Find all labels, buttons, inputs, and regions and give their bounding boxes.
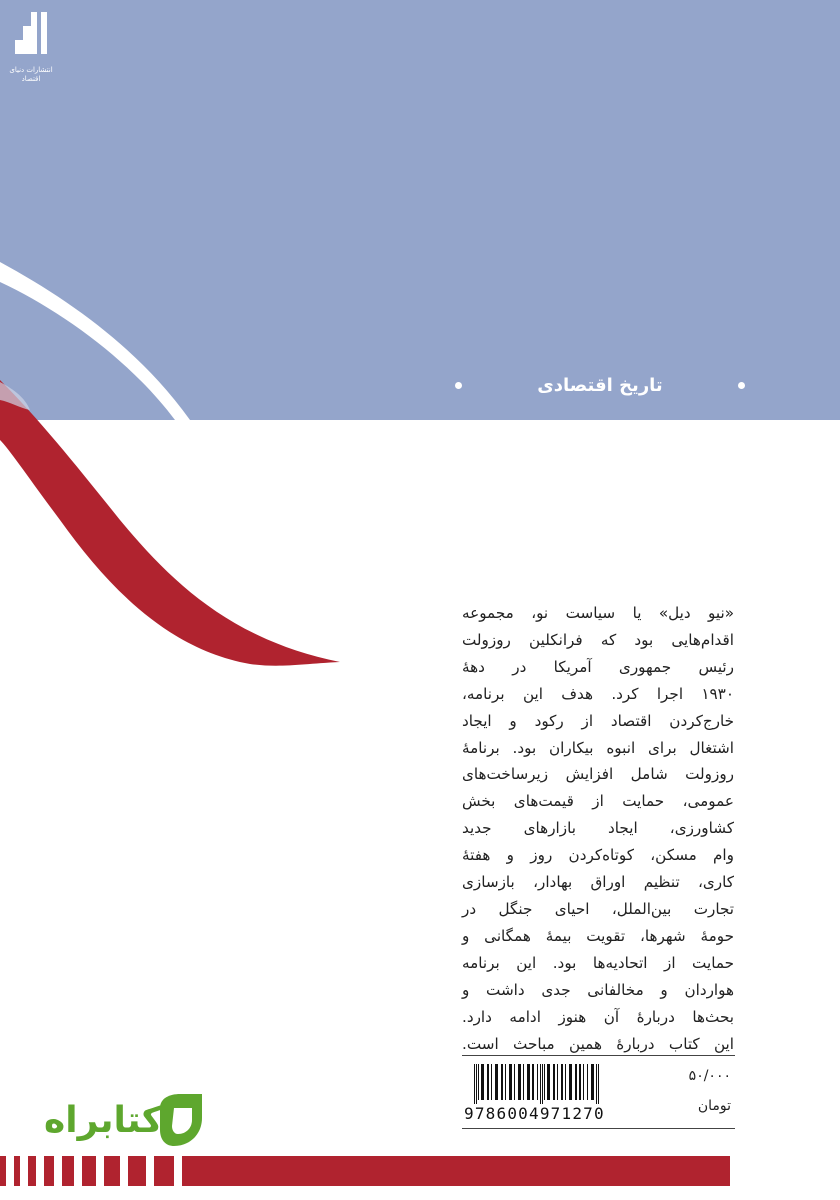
price-value: ۵۰/۰۰۰ [688,1068,731,1084]
red-ribbon [0,380,340,666]
publisher-name: انتشارات دنیای اقتصاد [9,66,53,83]
blurb-line: تجارت بین‌الملل، احیای جنگل در [462,899,734,918]
white-ribbon [0,262,190,420]
isbn-number: 9786004971270 [464,1104,605,1123]
barcode-icon [472,1064,684,1104]
price-barcode-box [462,1055,735,1129]
blurb-line: حمایت از اتحادیه‌ها بود. این برنامه [462,953,734,972]
blurb-line: کاری، تنظیم اوراق بهادار، بازسازی [462,873,734,892]
blurb-line: عمومی، حمایت از قیمت‌های بخش [462,792,734,811]
series-title: تاریخ اقتصادی [537,374,663,396]
blurb-line: رئیس جمهوری آمریکا در دهۀ [462,657,734,676]
blurb-line: ۱۹۳۰ اجرا کرد. هدف این برنامه، [462,684,734,703]
blurb-line: خارج‌کردن اقتصاد از رکود و ایجاد [462,711,734,730]
blurb-line: وام مسکن، کوتاه‌کردن روز و هفتۀ [462,846,734,865]
back-cover-blurb [462,600,734,1057]
blurb-line: هواردان و مخالفانی جدی داشت و [462,980,734,999]
price-unit: تومان [697,1098,731,1114]
blurb-line: حومۀ شهرها، تقویت بیمۀ همگانی و [462,926,734,945]
blurb-line: «نیو دیل» یا سیاست نو، مجموعه [462,604,734,622]
bullet-dot-left [455,382,462,389]
blurb-line: اقدام‌هایی بود که فرانکلین روزولت [462,630,734,649]
series-row [455,370,745,400]
blurb-line: کشاورزی، ایجاد بازارهای جدید [462,819,734,838]
blurb-line: بحث‌ها دربارۀ آن هنوز ادامه دارد. [462,1007,734,1026]
ketabrah-watermark: کتابراه [44,1100,163,1141]
bottom-stripes [0,1156,840,1186]
blurb-line: این کتاب دربارۀ همین مباحث است. [462,1034,734,1053]
bullet-dot-right [738,382,745,389]
blurb-line: روزولت شامل افزایش زیرساخت‌های [462,765,734,784]
blurb-line: اشتغال برای انبوه بیکاران بود. برنامۀ [462,738,734,757]
